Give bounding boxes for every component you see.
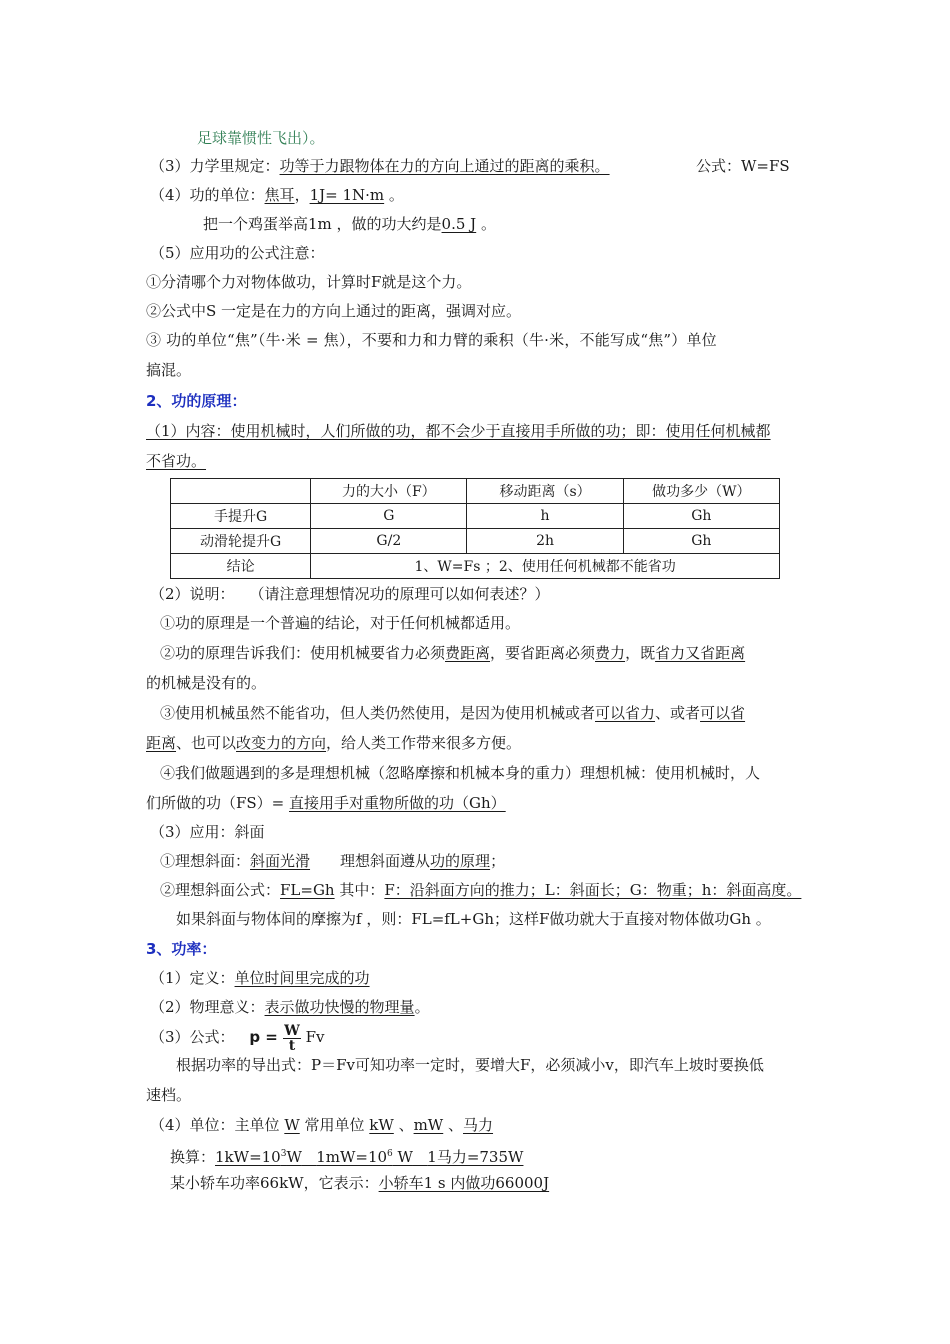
text: （4）单位：主单位 (150, 1116, 285, 1134)
conclusion-cell: 1、W=Fs ；2、使用任何机械都不能省功 (311, 554, 780, 579)
text: 、 (443, 1116, 464, 1134)
text-line (160, 703, 745, 723)
value: 0.5 J (441, 215, 477, 233)
text: （1）定义： (150, 969, 235, 987)
text-line (150, 997, 430, 1017)
text-line: 根据功率的导出式：P＝Fv可知功率一定时，要增大F，必须减小v，即汽车上坡时要换低 (176, 1056, 764, 1074)
text: ； (490, 852, 506, 870)
text: 理想斜面遵从 (310, 852, 431, 870)
answer: 单位时间里完成的功 (234, 969, 370, 987)
text-line: （1）内容：使用机械时，人们所做的功，都不会少于直接用手所做的功；即：使用任何机械都 (146, 422, 771, 440)
text-line (150, 1115, 493, 1135)
answer: FL=Gh (280, 881, 335, 899)
text-line: 搞混。 (146, 361, 192, 379)
text-line (146, 733, 521, 753)
table-cell: Gh (623, 504, 779, 529)
answer: mW (413, 1116, 444, 1134)
answer: 可以省 (700, 704, 746, 722)
text: （2）物理意义： (150, 998, 265, 1016)
text: 、或者 (655, 704, 701, 722)
text: 们所做的功（FS）= (146, 794, 290, 812)
text-line: （3）应用：斜面 (150, 823, 265, 841)
table-cell: 手提升G (171, 504, 311, 529)
text: ②功的原理告诉我们：使用机械要省力必须 (160, 644, 446, 662)
conversion (215, 1148, 523, 1166)
text: ①理想斜面： (160, 852, 251, 870)
text: 、 (393, 1116, 414, 1134)
table-cell: G (311, 504, 467, 529)
text-line: 如果斜面与物体间的摩擦为f ，则：FL=fL+Gh；这样F做功就大于直接对物体做功Gh 。 (176, 910, 771, 928)
numerator: W (284, 1022, 300, 1039)
text: 。 (414, 998, 430, 1016)
table-cell: 结论 (171, 554, 311, 579)
text-line (160, 851, 505, 871)
table-cell: G/2 (311, 529, 467, 554)
answer: F：沿斜面方向的推力；L：斜面长；G：物重；h：斜面高度。 (384, 881, 802, 899)
label: （3）力学里规定： (150, 157, 280, 175)
punct: 。 (384, 186, 404, 204)
answer: W (284, 1116, 300, 1134)
text: ②理想斜面公式： (160, 881, 281, 899)
text-line: ④我们做题遇到的多是理想机械（忽略摩擦和机械本身的重力）理想机械：使用机械时，人 (160, 764, 761, 782)
text-line: 不省功。 (146, 452, 207, 470)
fraction (283, 1024, 301, 1053)
punct: 。 (476, 215, 496, 233)
answer: 表示做功快慢的物理量 (264, 998, 415, 1016)
formula-line (150, 1022, 324, 1053)
text: ③使用机械虽然不能省功，但人类仍然使用，是因为使用机械或者 (160, 704, 596, 722)
answer: 直接用手对重物所做的功（Gh） (289, 794, 506, 812)
text: 某小轿车功率66kW，它表示： (170, 1174, 379, 1192)
table-header: 力的大小（F） (311, 479, 467, 504)
answer: 改变力的方向 (236, 734, 327, 752)
work-principle-table (170, 478, 780, 579)
answer: 省力又省距离 (655, 644, 746, 662)
table-header-row (171, 479, 780, 504)
table-cell: 2h (467, 529, 623, 554)
denominator: t (288, 1037, 296, 1054)
text-line: ①分清哪个力对物体做功，计算时F就是这个力。 (146, 273, 472, 291)
table-cell: h (467, 504, 623, 529)
table-row (171, 529, 780, 554)
section-title: 3、功率： (146, 940, 217, 958)
text: 1kW=10 (215, 1148, 281, 1166)
answer: 可以省力 (595, 704, 656, 722)
answer: 距离 (146, 734, 177, 752)
answer: 费距离 (445, 644, 491, 662)
section-title: 2、功的原理： (146, 392, 247, 410)
power-symbol: p = (249, 1028, 284, 1046)
text-line (160, 643, 745, 663)
punct: ， (294, 186, 310, 204)
text-line (170, 1144, 523, 1167)
text-line (203, 214, 496, 234)
definition: 功等于力跟物体在力的方向上通过的距离的乘积。 (279, 157, 610, 175)
text: 1mW=10 (316, 1148, 388, 1166)
answer: 斜面光滑 (250, 852, 311, 870)
text: Fv (305, 1028, 325, 1046)
text: 、也可以 (176, 734, 237, 752)
table-row (171, 554, 780, 579)
answer: 费力 (595, 644, 626, 662)
text-line (160, 880, 801, 900)
text: 其中： (334, 881, 385, 899)
text: ，给人类工作带来很多方便。 (326, 734, 522, 752)
text-line: （5）应用功的公式注意： (150, 244, 325, 262)
table-header (171, 479, 311, 504)
unit-eq: 1J= 1N·m (309, 186, 385, 204)
text-line: ①功的原理是一个普遍的结论，对于任何机械都适用。 (160, 614, 521, 632)
formula: 公式：W=FS (696, 157, 790, 175)
table-cell: Gh (623, 529, 779, 554)
text: 1马力=735W (427, 1148, 524, 1166)
text: 换算： (170, 1148, 216, 1166)
label: 把一个鸡蛋举高1m ，做的功大约是 (203, 215, 442, 233)
text-line: ③ 功的单位“焦”（牛·米 = 焦），不要和力和力臂的乘积（牛·米，不能写成“焦”）单位 (146, 331, 717, 349)
label: （4）功的单位： (150, 186, 265, 204)
answer: 马力 (463, 1116, 494, 1134)
text: （3）公式： (150, 1028, 235, 1046)
text-line (170, 1173, 549, 1193)
text: W (392, 1148, 413, 1166)
text: W (286, 1148, 302, 1166)
table-header: 移动距离（s） (467, 479, 623, 504)
text: ，要省距离必须 (490, 644, 596, 662)
answer: 功的原理 (430, 852, 491, 870)
exponent: 6 (387, 1149, 393, 1159)
text-line: （2）说明： （请注意理想情况功的原理可以如何表述？） (150, 585, 550, 603)
text-line (150, 968, 370, 988)
text: ，既 (625, 644, 656, 662)
text: 常用单位 (299, 1116, 370, 1134)
answer: 小轿车1 s 内做功66000J (378, 1174, 550, 1192)
table-header: 做功多少（W） (623, 479, 779, 504)
text-line: 足球靠惯性飞出）。 (197, 129, 325, 147)
answer: kW (369, 1116, 394, 1134)
text-line (150, 185, 404, 205)
text-line: ②公式中S 一定是在力的方向上通过的距离，强调对应。 (146, 302, 522, 320)
table-cell: 动滑轮提升G (171, 529, 311, 554)
unit: 焦耳 (264, 186, 295, 204)
table-row (171, 504, 780, 529)
text-line (146, 793, 506, 813)
text-line (150, 156, 610, 176)
text-line: 的机械是没有的。 (146, 674, 267, 692)
exponent: 3 (280, 1149, 287, 1159)
text-line: 速档。 (146, 1086, 192, 1104)
